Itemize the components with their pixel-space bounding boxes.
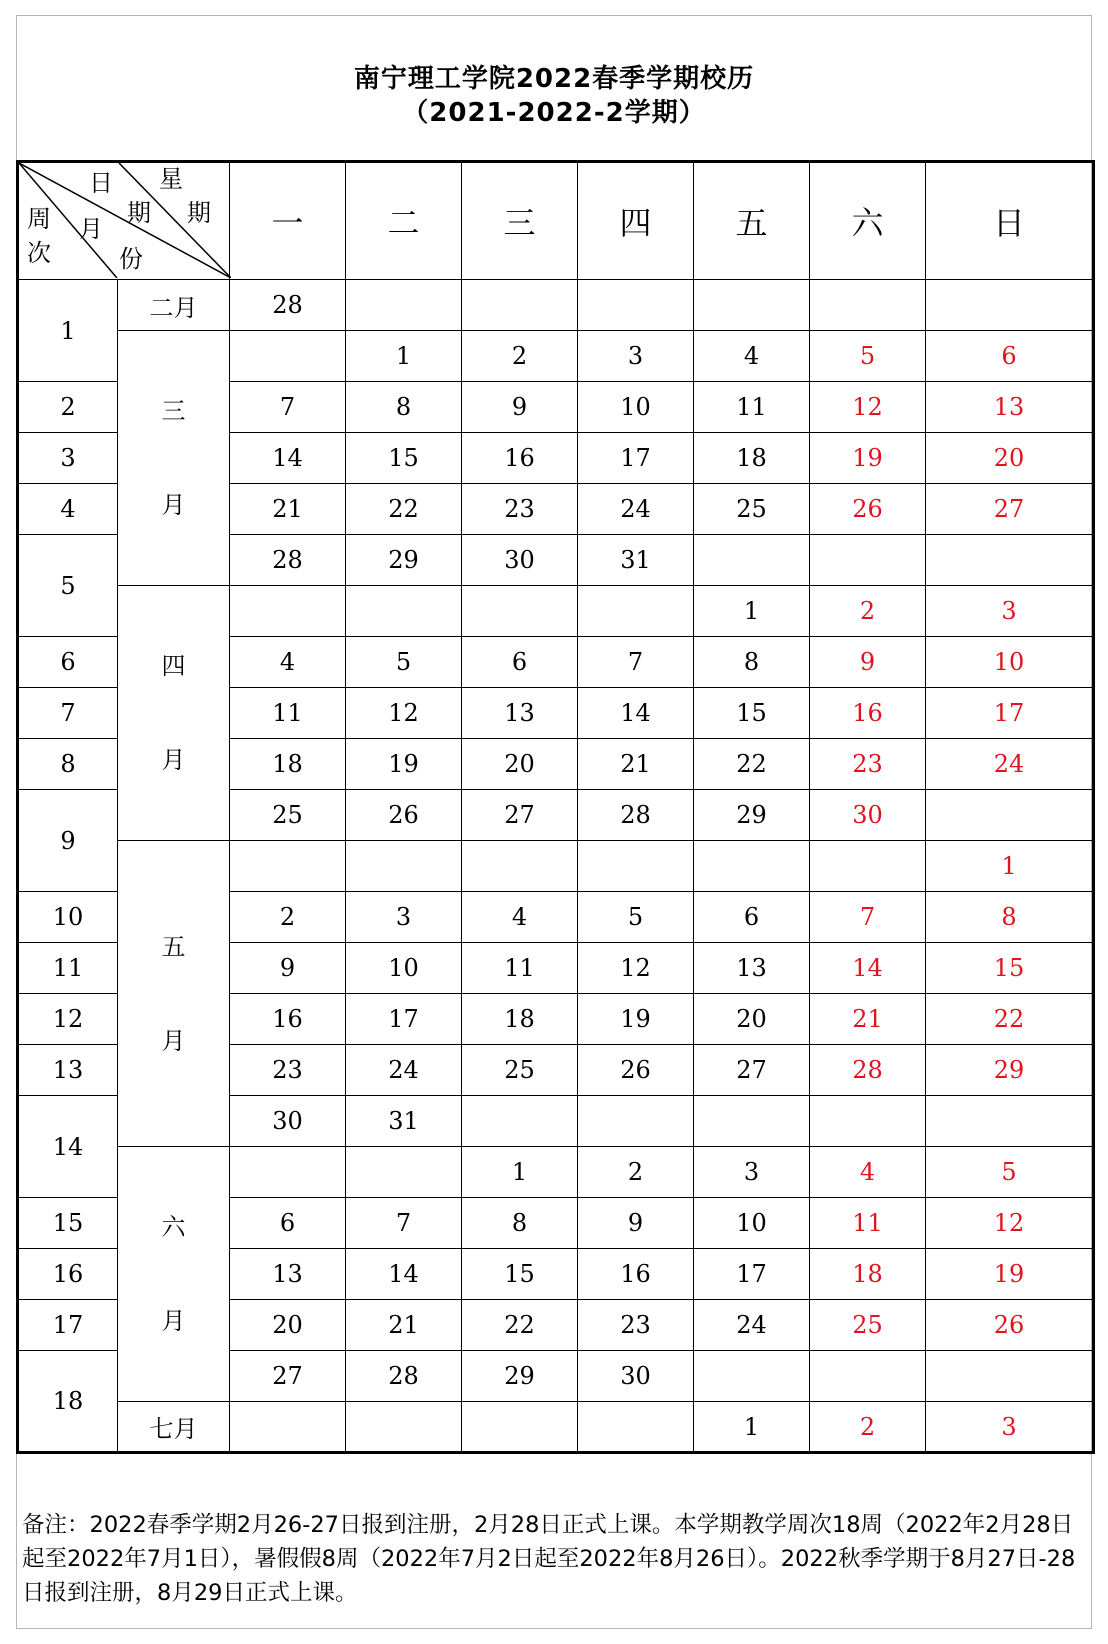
day-cell: 12: [810, 382, 926, 433]
day-cell: 15: [926, 943, 1094, 994]
day-cell: 14: [230, 433, 346, 484]
corner-header-cell: [18, 162, 230, 280]
day-cell: 2: [230, 892, 346, 943]
weekday-header: 五: [694, 162, 810, 280]
week-number-cell: 3: [18, 433, 118, 484]
weekday-header: 二: [346, 162, 462, 280]
day-cell: 22: [926, 994, 1094, 1045]
corner-label-yue: 月: [79, 215, 103, 243]
month-cell: [118, 841, 230, 1147]
day-cell: [578, 280, 694, 331]
month-char: 月: [161, 491, 186, 519]
day-cell: 12: [926, 1198, 1094, 1249]
day-cell: 8: [462, 1198, 578, 1249]
month-label-vertical: [118, 932, 229, 1055]
day-cell: 13: [230, 1249, 346, 1300]
day-cell: [346, 280, 462, 331]
day-cell: 18: [694, 433, 810, 484]
week-number-cell: 4: [18, 484, 118, 535]
day-cell: 6: [926, 331, 1094, 382]
corner-label-ci: 次: [27, 239, 51, 267]
day-cell: 30: [462, 535, 578, 586]
day-cell: 7: [578, 637, 694, 688]
day-cell: 6: [462, 637, 578, 688]
day-cell: 3: [346, 892, 462, 943]
day-cell: 23: [810, 739, 926, 790]
month-cell: [118, 331, 230, 586]
calendar-row: [18, 331, 1094, 382]
header-row: [18, 162, 1094, 280]
day-cell: 12: [578, 943, 694, 994]
week-number-cell: 8: [18, 739, 118, 790]
day-cell: [346, 586, 462, 637]
day-cell: 5: [346, 637, 462, 688]
week-number-cell: 5: [18, 535, 118, 637]
day-cell: 25: [462, 1045, 578, 1096]
day-cell: 27: [230, 1351, 346, 1402]
day-cell: 8: [926, 892, 1094, 943]
day-cell: 10: [346, 943, 462, 994]
day-cell: [578, 841, 694, 892]
day-cell: 22: [462, 1300, 578, 1351]
day-cell: 4: [694, 331, 810, 382]
day-cell: 17: [926, 688, 1094, 739]
week-number-cell: 1: [18, 280, 118, 382]
day-cell: [926, 535, 1094, 586]
day-cell: [926, 1351, 1094, 1402]
day-cell: 3: [926, 586, 1094, 637]
day-cell: 11: [810, 1198, 926, 1249]
day-cell: [230, 331, 346, 382]
day-cell: 22: [346, 484, 462, 535]
month-char: 六: [161, 1213, 186, 1241]
weekday-header: 四: [578, 162, 694, 280]
day-cell: [578, 1402, 694, 1453]
day-cell: 9: [230, 943, 346, 994]
day-cell: 4: [810, 1147, 926, 1198]
calendar-row: [18, 1147, 1094, 1198]
day-cell: 2: [462, 331, 578, 382]
day-cell: 31: [346, 1096, 462, 1147]
month-cell: [118, 1147, 230, 1402]
day-cell: 13: [694, 943, 810, 994]
day-cell: 28: [810, 1045, 926, 1096]
page-title: 南宁理工学院2022春季学期校历: [353, 64, 755, 94]
day-cell: 26: [810, 484, 926, 535]
day-cell: 5: [926, 1147, 1094, 1198]
month-char: 月: [161, 746, 186, 774]
day-cell: [462, 841, 578, 892]
day-cell: [694, 841, 810, 892]
day-cell: 16: [810, 688, 926, 739]
day-cell: 18: [810, 1249, 926, 1300]
week-number-cell: 14: [18, 1096, 118, 1198]
day-cell: 30: [578, 1351, 694, 1402]
day-cell: 7: [230, 382, 346, 433]
calendar-row: [18, 841, 1094, 892]
day-cell: 20: [926, 433, 1094, 484]
day-cell: 28: [230, 535, 346, 586]
day-cell: 9: [810, 637, 926, 688]
calendar-row: [18, 280, 1094, 331]
month-cell: 七月: [118, 1402, 230, 1453]
day-cell: 11: [462, 943, 578, 994]
day-cell: [346, 1147, 462, 1198]
day-cell: 16: [578, 1249, 694, 1300]
corner-label-qi2: 期: [187, 199, 211, 227]
week-number-cell: 18: [18, 1351, 118, 1453]
day-cell: [694, 535, 810, 586]
day-cell: 26: [926, 1300, 1094, 1351]
day-cell: [926, 790, 1094, 841]
day-cell: [926, 280, 1094, 331]
day-cell: 21: [578, 739, 694, 790]
day-cell: [230, 586, 346, 637]
week-number-cell: 11: [18, 943, 118, 994]
month-label-vertical: [118, 1215, 229, 1333]
month-char: 月: [161, 1026, 186, 1055]
day-cell: [462, 280, 578, 331]
day-cell: [462, 1096, 578, 1147]
day-cell: 20: [230, 1300, 346, 1351]
day-cell: 4: [462, 892, 578, 943]
day-cell: [810, 535, 926, 586]
month-char: 月: [161, 1307, 186, 1335]
month-char: 四: [161, 652, 186, 680]
day-cell: 24: [346, 1045, 462, 1096]
day-cell: 29: [346, 535, 462, 586]
day-cell: 11: [230, 688, 346, 739]
week-number-cell: 12: [18, 994, 118, 1045]
calendar-table: [16, 160, 1095, 1454]
day-cell: 28: [346, 1351, 462, 1402]
day-cell: [462, 586, 578, 637]
day-cell: [230, 841, 346, 892]
month-label-vertical: [118, 654, 229, 772]
day-cell: 13: [462, 688, 578, 739]
day-cell: 21: [810, 994, 926, 1045]
day-cell: 31: [578, 535, 694, 586]
weekday-header: 六: [810, 162, 926, 280]
day-cell: 1: [694, 586, 810, 637]
day-cell: 18: [230, 739, 346, 790]
day-cell: 23: [230, 1045, 346, 1096]
day-cell: 15: [462, 1249, 578, 1300]
day-cell: 14: [810, 943, 926, 994]
day-cell: 15: [694, 688, 810, 739]
day-cell: 7: [346, 1198, 462, 1249]
day-cell: 20: [462, 739, 578, 790]
week-number-cell: 7: [18, 688, 118, 739]
month-cell: [118, 586, 230, 841]
day-cell: 10: [578, 382, 694, 433]
day-cell: 28: [578, 790, 694, 841]
day-cell: [230, 1402, 346, 1453]
corner-label-zhou: 周: [27, 205, 51, 233]
day-cell: [346, 841, 462, 892]
corner-label-ri: 日: [89, 169, 113, 197]
day-cell: 17: [694, 1249, 810, 1300]
calendar-row: [18, 586, 1094, 637]
day-cell: 26: [346, 790, 462, 841]
day-cell: 5: [578, 892, 694, 943]
day-cell: 12: [346, 688, 462, 739]
day-cell: 17: [346, 994, 462, 1045]
day-cell: [694, 1096, 810, 1147]
day-cell: 8: [346, 382, 462, 433]
day-cell: 16: [230, 994, 346, 1045]
day-cell: 14: [346, 1249, 462, 1300]
day-cell: 24: [694, 1300, 810, 1351]
day-cell: 29: [926, 1045, 1094, 1096]
week-number-cell: 10: [18, 892, 118, 943]
day-cell: 17: [578, 433, 694, 484]
day-cell: 11: [694, 382, 810, 433]
day-cell: 3: [578, 331, 694, 382]
week-number-cell: 17: [18, 1300, 118, 1351]
day-cell: 2: [810, 586, 926, 637]
day-cell: 25: [810, 1300, 926, 1351]
weekday-header: 三: [462, 162, 578, 280]
day-cell: 21: [346, 1300, 462, 1351]
week-number-cell: 15: [18, 1198, 118, 1249]
day-cell: 29: [462, 1351, 578, 1402]
month-char: 五: [161, 932, 186, 961]
day-cell: [926, 1096, 1094, 1147]
day-cell: 15: [346, 433, 462, 484]
day-cell: 10: [926, 637, 1094, 688]
day-cell: 18: [462, 994, 578, 1045]
day-cell: 25: [230, 790, 346, 841]
day-cell: 19: [346, 739, 462, 790]
day-cell: 1: [926, 841, 1094, 892]
day-cell: 1: [346, 331, 462, 382]
day-cell: 27: [694, 1045, 810, 1096]
day-cell: [810, 841, 926, 892]
day-cell: [810, 1096, 926, 1147]
corner-label-fen: 份: [119, 245, 143, 273]
corner-label-qi1: 期: [127, 199, 151, 227]
month-label-vertical: [118, 399, 229, 517]
week-number-cell: 2: [18, 382, 118, 433]
day-cell: 30: [230, 1096, 346, 1147]
day-cell: 5: [810, 331, 926, 382]
day-cell: 25: [694, 484, 810, 535]
day-cell: 30: [810, 790, 926, 841]
weekday-header: 日: [926, 162, 1094, 280]
day-cell: 3: [926, 1402, 1094, 1453]
day-cell: 22: [694, 739, 810, 790]
day-cell: 26: [578, 1045, 694, 1096]
weekday-header: 一: [230, 162, 346, 280]
day-cell: 24: [578, 484, 694, 535]
day-cell: 9: [578, 1198, 694, 1249]
day-cell: 14: [578, 688, 694, 739]
day-cell: 24: [926, 739, 1094, 790]
day-cell: 20: [694, 994, 810, 1045]
page-subtitle: （2021-2022-2学期）: [402, 98, 706, 128]
day-cell: [230, 1147, 346, 1198]
day-cell: 4: [230, 637, 346, 688]
day-cell: 29: [694, 790, 810, 841]
day-cell: 6: [694, 892, 810, 943]
day-cell: 23: [578, 1300, 694, 1351]
day-cell: 19: [810, 433, 926, 484]
day-cell: 6: [230, 1198, 346, 1249]
day-cell: [346, 1402, 462, 1453]
month-cell: 二月: [118, 280, 230, 331]
corner-label-xing: 星: [159, 165, 183, 193]
day-cell: [578, 1096, 694, 1147]
day-cell: 2: [810, 1402, 926, 1453]
day-cell: 2: [578, 1147, 694, 1198]
month-char: 三: [161, 397, 186, 425]
day-cell: 21: [230, 484, 346, 535]
day-cell: 16: [462, 433, 578, 484]
day-cell: 8: [694, 637, 810, 688]
day-cell: 1: [462, 1147, 578, 1198]
day-cell: 13: [926, 382, 1094, 433]
day-cell: 27: [926, 484, 1094, 535]
day-cell: 27: [462, 790, 578, 841]
calendar-row: [18, 1402, 1094, 1453]
week-number-cell: 9: [18, 790, 118, 892]
footnote: 备注：2022春季学期2月26-27日报到注册，2月28日正式上课。本学期教学周次18周（2022年2月28日起至2022年7月1日），暑假假8周（2022年7月2日起至2022年8月26日）。2022秋季学期于8月27日-28日报到注册，8月29日正式上课。: [22, 1512, 1076, 1606]
calendar-body: [18, 162, 1094, 1453]
day-cell: [694, 280, 810, 331]
day-cell: [578, 586, 694, 637]
day-cell: 3: [694, 1147, 810, 1198]
day-cell: [694, 1351, 810, 1402]
day-cell: [810, 280, 926, 331]
day-cell: 10: [694, 1198, 810, 1249]
day-cell: [810, 1351, 926, 1402]
day-cell: 7: [810, 892, 926, 943]
day-cell: 19: [578, 994, 694, 1045]
week-number-cell: 6: [18, 637, 118, 688]
day-cell: 1: [694, 1402, 810, 1453]
day-cell: 19: [926, 1249, 1094, 1300]
day-cell: 9: [462, 382, 578, 433]
week-number-cell: 16: [18, 1249, 118, 1300]
day-cell: 28: [230, 280, 346, 331]
day-cell: [462, 1402, 578, 1453]
week-number-cell: 13: [18, 1045, 118, 1096]
day-cell: 23: [462, 484, 578, 535]
